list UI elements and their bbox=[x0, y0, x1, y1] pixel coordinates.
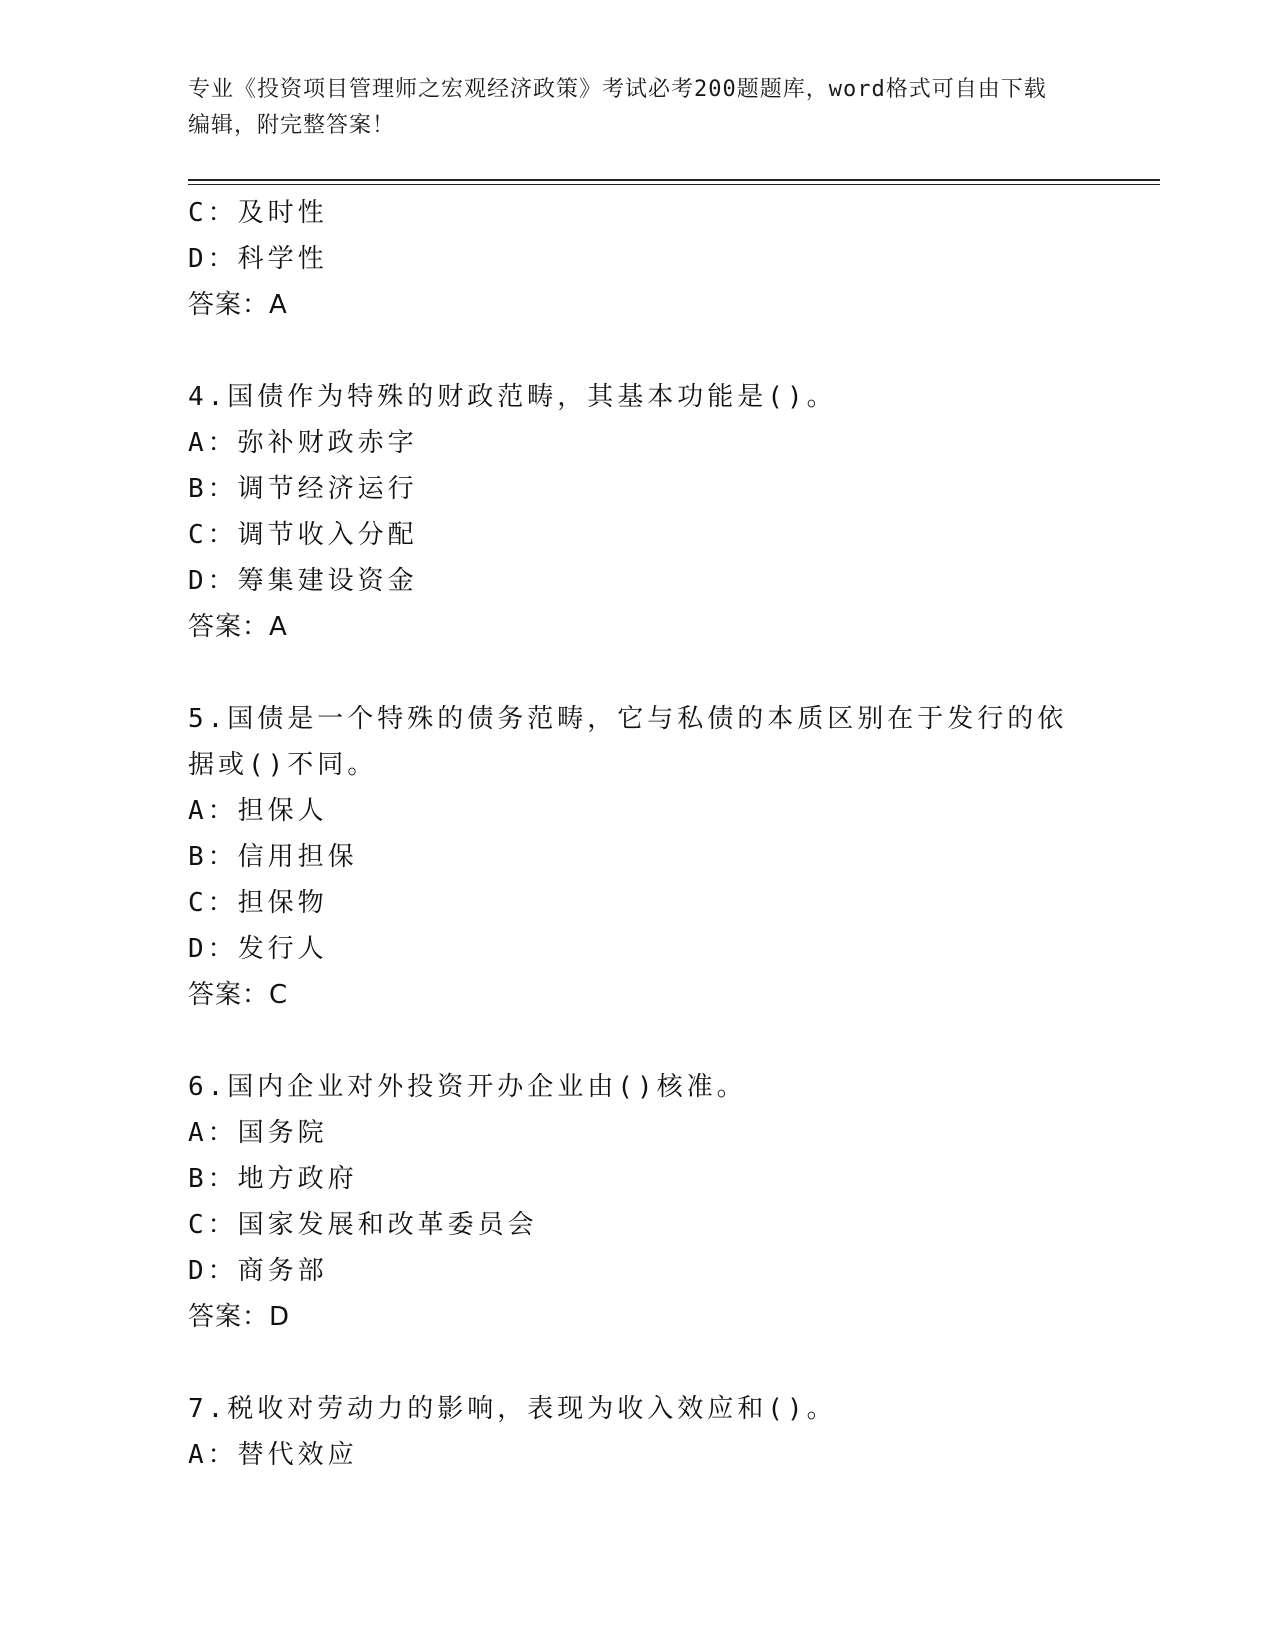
option-a: A：担保人 bbox=[188, 796, 328, 826]
question-text: 6.国内企业对外投资开办企业由()核准。 bbox=[188, 1072, 747, 1102]
question-6 bbox=[188, 1064, 1088, 1340]
option-b: B：信用担保 bbox=[188, 842, 358, 872]
question-text: 5.国债是一个特殊的债务范畴，它与私债的本质区别在于发行的依据或()不同。 bbox=[188, 704, 1068, 780]
option-b: B：地方政府 bbox=[188, 1164, 358, 1194]
header-divider-thin bbox=[188, 184, 1160, 185]
answer-line: 答案：A bbox=[188, 612, 288, 642]
answer-line: 答案：C bbox=[188, 980, 289, 1010]
question-5 bbox=[188, 696, 1088, 1018]
question-7 bbox=[188, 1386, 1088, 1478]
option-c: C：担保物 bbox=[188, 888, 328, 918]
answer-line: 答案：A bbox=[188, 290, 288, 320]
option-a: A：替代效应 bbox=[188, 1440, 358, 1470]
question-text: 4.国债作为特殊的财政范畴，其基本功能是()。 bbox=[188, 382, 837, 412]
option-d: D：发行人 bbox=[188, 934, 328, 964]
option-c: C：调节收入分配 bbox=[188, 520, 418, 550]
question-text: 7.税收对劳动力的影响，表现为收入效应和()。 bbox=[188, 1394, 837, 1424]
option-c: C：国家发展和改革委员会 bbox=[188, 1210, 538, 1240]
option-b: B：调节经济运行 bbox=[188, 474, 418, 504]
document-header: 专业《投资项目管理师之宏观经济政策》考试必考200题题库，word格式可自由下载编辑，附完整答案！ bbox=[188, 77, 1047, 138]
option-d: D：商务部 bbox=[188, 1256, 328, 1286]
header-divider bbox=[188, 179, 1160, 181]
option-a: A：弥补财政赤字 bbox=[188, 428, 418, 458]
question-4 bbox=[188, 374, 1088, 650]
answer-line: 答案：D bbox=[188, 1302, 291, 1332]
option-d: D：筹集建设资金 bbox=[188, 566, 418, 596]
option-a: A：国务院 bbox=[188, 1118, 328, 1148]
question-3-tail bbox=[188, 190, 1088, 328]
option-d: D：科学性 bbox=[188, 244, 328, 274]
option-c: C：及时性 bbox=[188, 198, 328, 228]
question-list bbox=[188, 190, 1088, 1478]
